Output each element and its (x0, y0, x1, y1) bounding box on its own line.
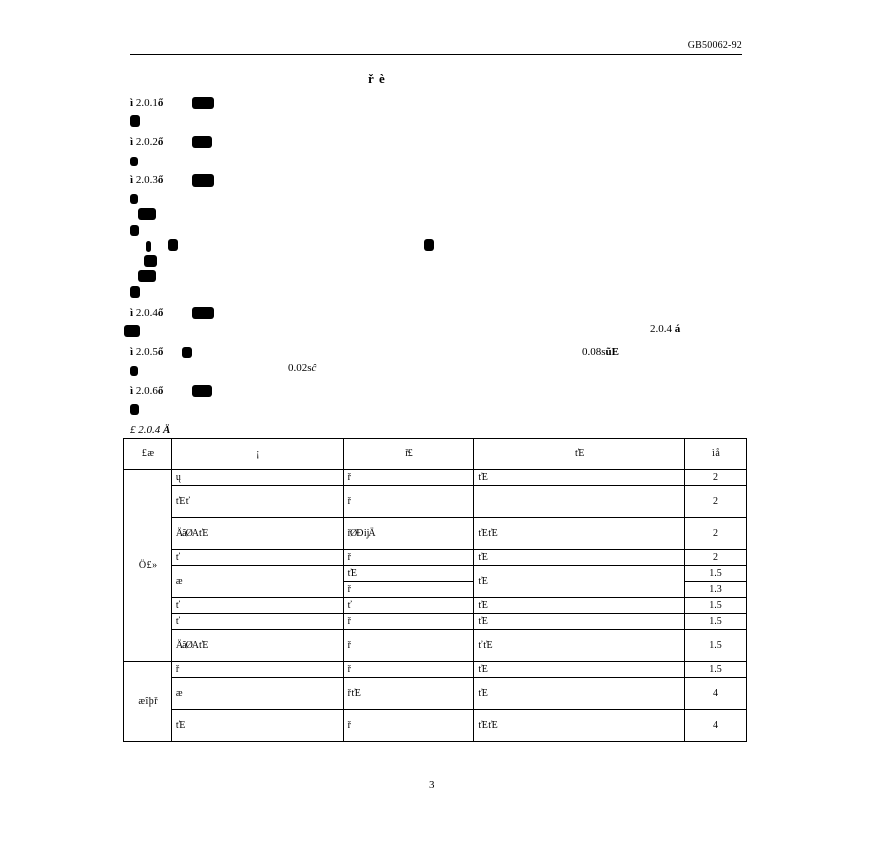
clause-lead: ì (130, 385, 134, 397)
illegible-glyph (130, 194, 138, 204)
table-cell: ř (343, 550, 474, 566)
table-cell: ř (343, 662, 474, 678)
table-cell: ťE (474, 662, 685, 678)
table-cell: ťE ť (171, 486, 343, 518)
table-row (124, 614, 747, 630)
illegible-glyph (424, 239, 434, 251)
illegible-glyph (192, 307, 214, 319)
table-cell: ř ťE (343, 678, 474, 710)
table-cell: ť (171, 598, 343, 614)
table-cell: ťE (171, 710, 343, 742)
group-label-cell: æ î þ ř (124, 662, 172, 742)
clause-2-0-6 (130, 384, 212, 398)
time-value-b (288, 361, 316, 375)
table-cell: ť ťE (474, 630, 685, 662)
clause-suffix: ő (157, 307, 164, 319)
clause-suffix: ő (157, 97, 164, 109)
table-cell: ř (171, 662, 343, 678)
illegible-glyph (130, 286, 140, 298)
time-value-a (582, 345, 619, 359)
coefficient-cell: 1.5 (685, 598, 747, 614)
table-cell: ťE (474, 566, 685, 598)
table-cell: ťE (343, 566, 474, 582)
coefficient-cell: 1.5 (685, 662, 747, 678)
group-label-cell: Ö £ » (124, 470, 172, 662)
illegible-glyph (144, 255, 157, 267)
table-caption-prefix: £ (130, 424, 136, 436)
table-cell: ų (171, 470, 343, 486)
table-row (124, 710, 747, 742)
header-cell: £ æ (124, 439, 172, 470)
table-ref-number: 2.0.4 (650, 323, 672, 335)
table-cell: ťE ťE (474, 518, 685, 550)
time-value-b-suffix: ĉ (311, 362, 317, 374)
table-caption-number: 2.0.4 (138, 424, 161, 436)
clause-2-0-1 (130, 96, 214, 110)
illegible-glyph (124, 325, 140, 337)
clause-lead: ì (130, 97, 134, 109)
coefficient-cell: 1.5 (685, 566, 747, 582)
table-cell: æ (171, 566, 343, 598)
section-title: ř è (368, 71, 386, 86)
table-cell: ř (343, 470, 474, 486)
table-row (124, 470, 747, 486)
coefficient-cell: 2 (685, 550, 747, 566)
illegible-glyph (130, 366, 138, 376)
table-cell: ÄãØA ťE (171, 518, 343, 550)
clause-lead: ì (130, 307, 134, 319)
clause-number: 2.0.6 (135, 385, 158, 397)
table-cell: ťE (474, 678, 685, 710)
table-cell: ť (171, 550, 343, 566)
clause-2-0-2 (130, 135, 212, 149)
table-row (124, 630, 747, 662)
illegible-glyph (192, 97, 214, 109)
illegible-glyph (130, 225, 139, 236)
table-cell: ř (343, 630, 474, 662)
table-row (124, 518, 747, 550)
illegible-glyph (168, 239, 178, 251)
clause-number: 2.0.1 (135, 97, 158, 109)
illegible-glyph (130, 404, 139, 415)
illegible-glyph (138, 208, 156, 220)
clause-lead: ì (130, 136, 134, 148)
coefficient-cell: 4 (685, 710, 747, 742)
illegible-glyph (138, 270, 156, 282)
table-cell (474, 486, 685, 518)
coefficient-cell: 1.3 (685, 582, 747, 598)
illegible-glyph (192, 385, 212, 397)
table-row (124, 550, 747, 566)
time-value-b-number: 0.02s (288, 362, 312, 374)
clause-suffix: ő (157, 136, 164, 148)
coefficient-cell: 2 (685, 486, 747, 518)
table-cell: ťE (474, 614, 685, 630)
illegible-glyph (130, 157, 138, 166)
coefficient-cell: 2 (685, 470, 747, 486)
illegible-glyph (192, 136, 212, 148)
table-cell: ťE ťE (474, 710, 685, 742)
table-cell: ť (343, 598, 474, 614)
table-cell: ÄãØA ťE (171, 630, 343, 662)
time-value-a-number: 0.08s (582, 346, 606, 358)
table-cell: ř (343, 582, 474, 598)
clause-number: 2.0.3 (135, 174, 158, 186)
clause-suffix: ő (157, 346, 164, 358)
coefficient-cell: 1.5 (685, 630, 747, 662)
header-cell: ì å (685, 439, 747, 470)
table-row (124, 566, 747, 582)
header-cell: ř£ (343, 439, 474, 470)
table-ref-suffix: á (674, 323, 681, 335)
coefficient-cell: 2 (685, 518, 747, 550)
header-cell: ¡ (171, 439, 343, 470)
table-cell: ř (343, 710, 474, 742)
clause-lead: ì (130, 346, 134, 358)
table-row (124, 486, 747, 518)
clause-number: 2.0.2 (135, 136, 158, 148)
clause-2-0-4 (130, 306, 214, 320)
standard-table (123, 438, 747, 742)
table-reference (650, 322, 680, 336)
page-number: 3 (429, 779, 435, 791)
table-cell: ř (343, 486, 474, 518)
clause-number: 2.0.5 (135, 346, 158, 358)
coefficient-cell: 1.5 (685, 614, 747, 630)
table-cell: ťE (474, 598, 685, 614)
table-cell: ťE (474, 470, 685, 486)
table-caption (130, 423, 170, 437)
clause-2-0-3 (130, 173, 214, 187)
clause-lead: ì (130, 174, 134, 186)
illegible-glyph (130, 115, 140, 127)
table-caption-suffix: Ä (163, 424, 171, 436)
table-cell: řØÐ ĳÄ (343, 518, 474, 550)
illegible-glyph (146, 241, 151, 252)
table-row (124, 598, 747, 614)
table-row (124, 678, 747, 710)
header-cell: ťE (474, 439, 685, 470)
clause-suffix: ő (157, 385, 164, 397)
table-cell: ř (343, 614, 474, 630)
coefficient-cell: 4 (685, 678, 747, 710)
table-header-row (124, 439, 747, 470)
clause-suffix: ő (157, 174, 164, 186)
clause-2-0-5 (130, 345, 192, 359)
table-row (124, 662, 747, 678)
time-value-a-suffix: ũE (605, 346, 619, 358)
standard-code: GB50062-92 (687, 40, 742, 51)
table-cell: æ (171, 678, 343, 710)
illegible-glyph (192, 174, 214, 187)
table-cell: ťE (474, 550, 685, 566)
illegible-glyph (182, 347, 192, 358)
header-rule (130, 54, 742, 55)
clause-number: 2.0.4 (135, 307, 158, 319)
table-cell: ť (171, 614, 343, 630)
